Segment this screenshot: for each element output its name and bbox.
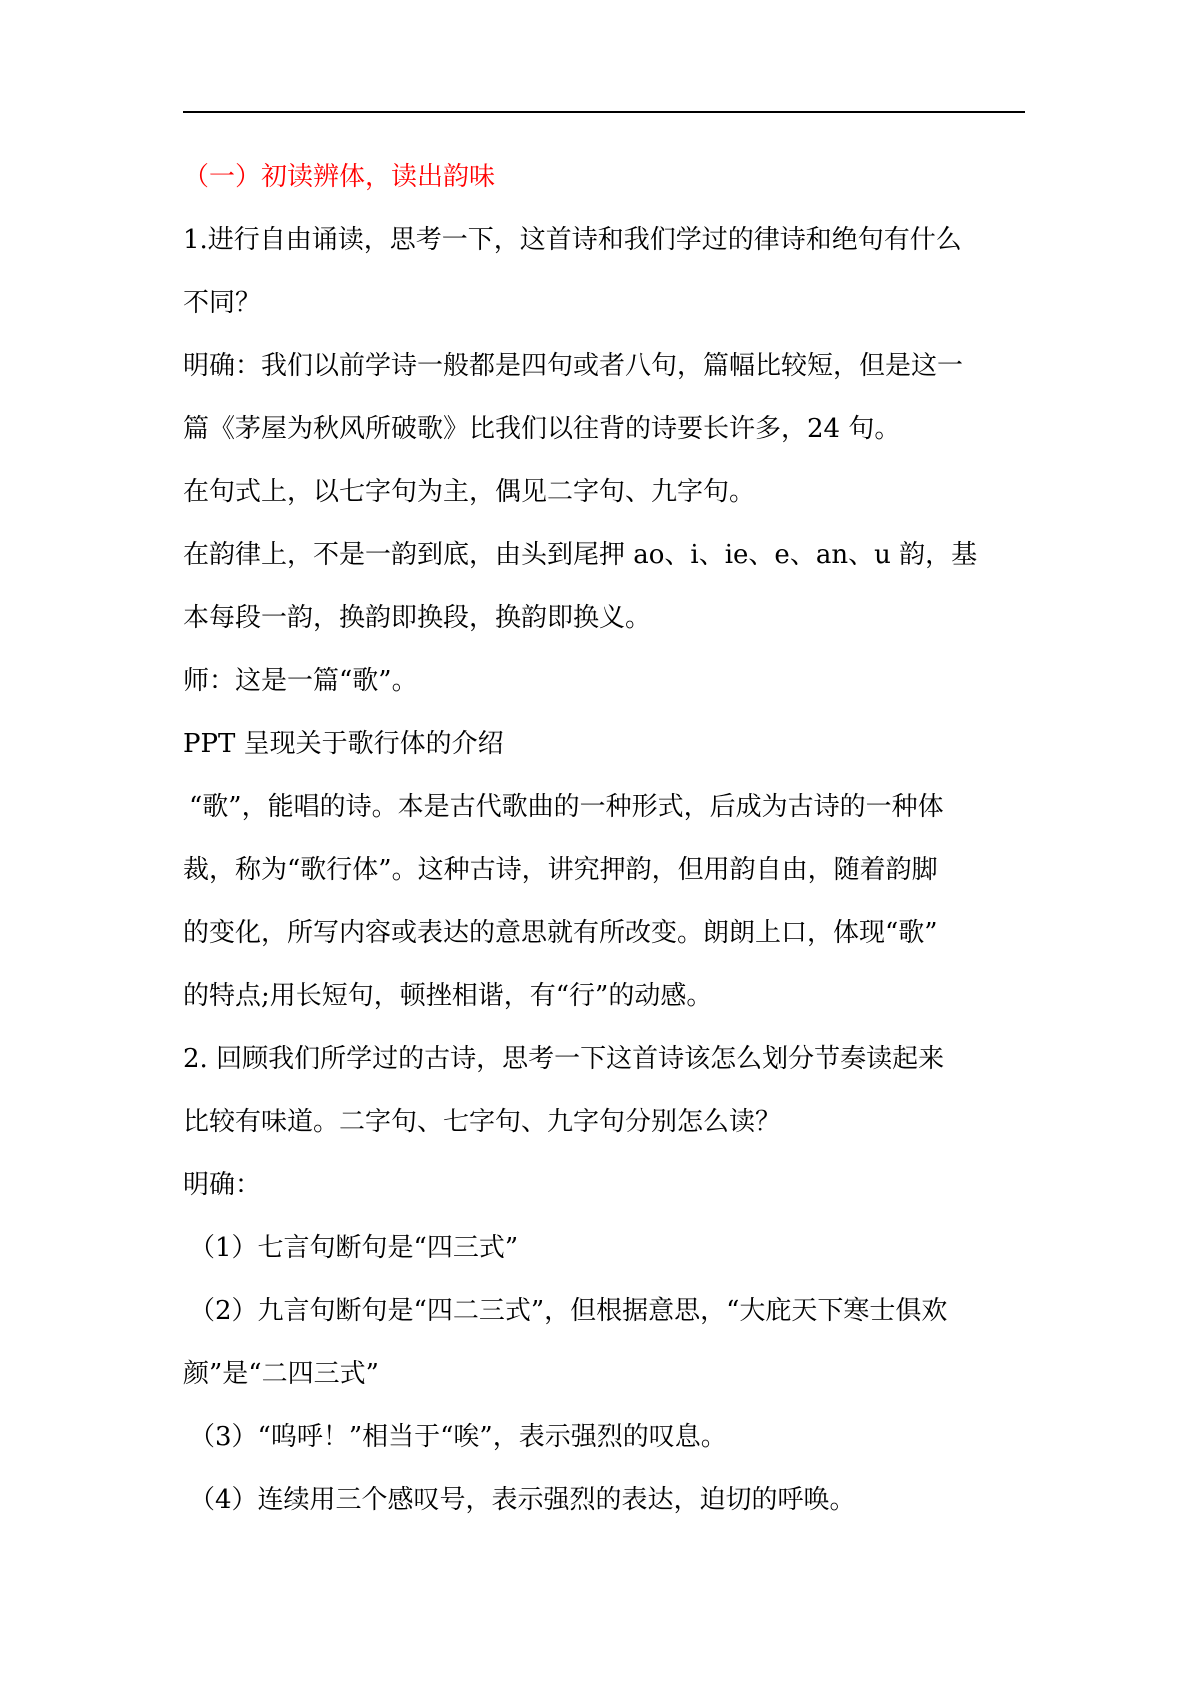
gexingti-intro-line-3: 的变化，所写内容或表达的意思就有所改变。朗朗上口，体现“歌” [183, 918, 938, 948]
question-1-line-1: 1.进行自由诵读，思考一下，这首诗和我们学过的律诗和绝句有什么 [183, 225, 962, 255]
rhyme-paragraph-line-2: 本每段一韵，换韵即换段，换韵即换义。 [183, 603, 652, 633]
answer-2-item-4: （4）连续用三个感叹号，表示强烈的表达，迫切的呼唤。 [189, 1485, 856, 1515]
answer-2-item-3: （3）“呜呼！”相当于“唉”，表示强烈的叹息。 [189, 1422, 727, 1452]
answer-2-item-2-line-2: 颜”是“二四三式” [183, 1359, 379, 1389]
teacher-remark: 师：这是一篇“歌”。 [183, 666, 418, 696]
question-2-line-1: 2. 回顾我们所学过的古诗，思考一下这首诗该怎么划分节奏读起来 [183, 1044, 945, 1074]
rhyme-paragraph-line-1: 在韵律上，不是一韵到底，由头到尾押 ao、i、ie、e、an、u 韵，基 [183, 540, 978, 570]
answer-1-line-2: 篇《茅屋为秋风所破歌》比我们以往背的诗要长许多，24 句。 [183, 414, 901, 444]
answer-1-line-1: 明确：我们以前学诗一般都是四句或者八句，篇幅比较短，但是这一 [183, 351, 964, 381]
question-2-line-2: 比较有味道。二字句、七字句、九字句分别怎么读？ [183, 1107, 782, 1137]
sentence-form-paragraph: 在句式上，以七字句为主，偶见二字句、九字句。 [183, 477, 756, 507]
gexingti-intro-line-4: 的特点;用长短句，顿挫相谐，有“行”的动感。 [183, 981, 713, 1011]
gexingti-intro-line-2: 裁，称为“歌行体”。这种古诗，讲究押韵，但用韵自由，随着韵脚 [183, 855, 938, 885]
answer-2-label: 明确： [183, 1170, 262, 1200]
answer-2-item-2-line-1: （2）九言句断句是“四二三式”，但根据意思，“大庇天下寒士俱欢 [189, 1296, 948, 1326]
gexingti-intro-line-1: “歌”，能唱的诗。本是古代歌曲的一种形式，后成为古诗的一种体 [189, 792, 944, 822]
header-rule [183, 111, 1025, 113]
document-body [183, 146, 1025, 1532]
section-heading: （一）初读辨体，读出韵味 [183, 162, 496, 192]
answer-2-item-1: （1）七言句断句是“四三式” [189, 1233, 519, 1263]
ppt-intro-line: PPT 呈现关于歌行体的介绍 [183, 729, 504, 759]
question-1-line-2: 不同？ [183, 288, 262, 318]
